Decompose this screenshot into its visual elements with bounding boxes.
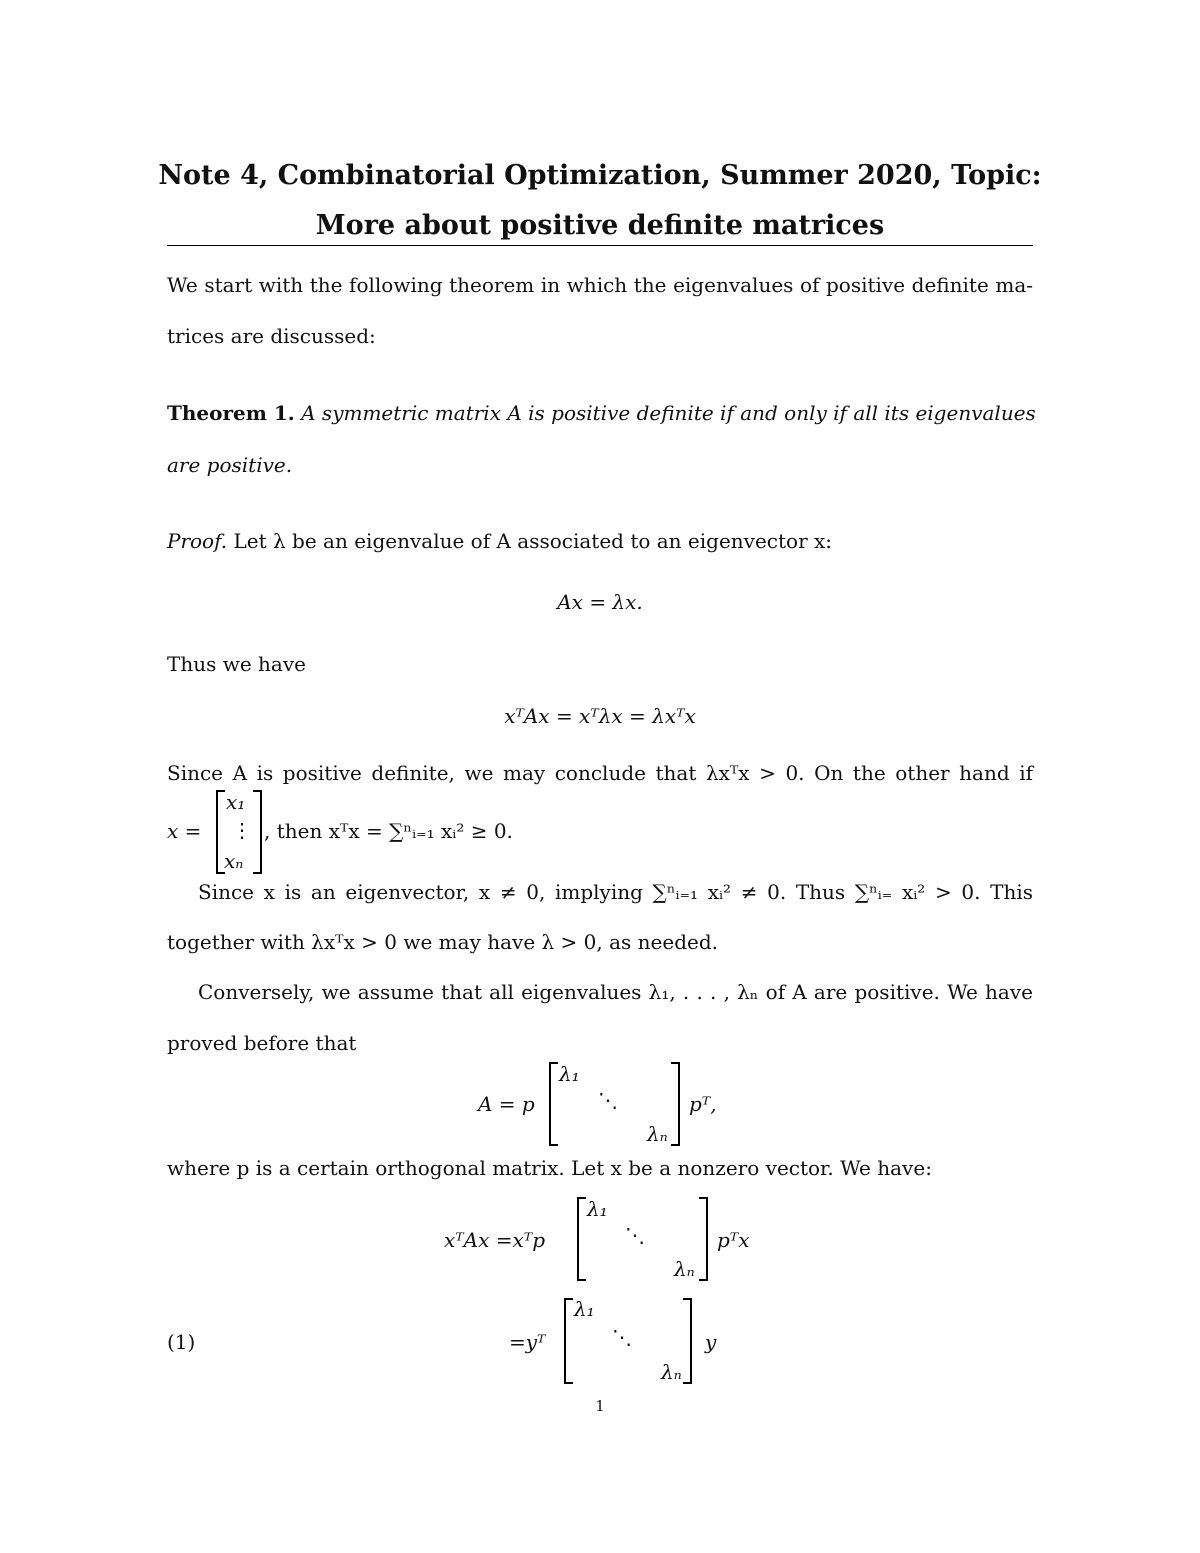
diag-middle-dots: ⋱ bbox=[598, 1088, 618, 1112]
eqC-diag-bottom: λₙ bbox=[661, 1360, 682, 1384]
diag-left-bracket bbox=[549, 1062, 558, 1146]
intro-line-1: We start with the following theorem in which the eigenvalues of positive definite ma- bbox=[167, 273, 1033, 297]
diag-top-entry: λ₁ bbox=[559, 1062, 580, 1086]
page-number: 1 bbox=[595, 1397, 605, 1415]
eqB-right-bracket bbox=[699, 1197, 708, 1281]
since-line-2: Since x is an eigenvector, x ≠ 0, implying ∑ⁿᵢ₌₁ xᵢ² ≠ 0. Thus ∑ⁿᵢ₌ xᵢ² > 0. This bbox=[198, 880, 1033, 904]
where-line: where p is a certain orthogonal matrix. Let x be a nonzero vector. We have: bbox=[167, 1156, 932, 1180]
eqC-diag-dots: ⋱ bbox=[612, 1325, 632, 1349]
conversely-line: Conversely, we assume that all eigenvalues λ₁, . . . , λₙ of A are positive. We have bbox=[198, 980, 1033, 1004]
title-line-1: Note 4, Combinatorial Optimization, Summer 2020, Topic: bbox=[158, 160, 1042, 191]
eqB-diag-top: λ₁ bbox=[587, 1197, 608, 1221]
diag-eq-left: A = p bbox=[478, 1092, 535, 1116]
diag-right-bracket bbox=[671, 1062, 680, 1146]
theorem-line-1 bbox=[167, 401, 1036, 425]
vector-entry-dots: ⋮ bbox=[232, 818, 252, 842]
theorem-line-2: are positive. bbox=[167, 453, 293, 477]
vector-x-prefix: x = bbox=[167, 819, 202, 843]
title-rule bbox=[167, 245, 1033, 246]
diag-eq-right: pᵀ, bbox=[689, 1092, 717, 1116]
eqC-diag-top: λ₁ bbox=[574, 1297, 595, 1321]
since-line-1: Since A is positive definite, we may conclude that λxᵀx > 0. On the other hand if bbox=[167, 761, 1033, 785]
vector-right-bracket bbox=[253, 790, 262, 874]
thus-line: Thus we have bbox=[167, 652, 306, 676]
together-line: together with λxᵀx > 0 we may have λ > 0, as needed. bbox=[167, 930, 719, 954]
equation-ax: Ax = λx. bbox=[557, 590, 643, 614]
title-line-2: More about positive definite matrices bbox=[315, 210, 885, 241]
diag-bottom-entry: λₙ bbox=[647, 1122, 668, 1146]
eqB-right: pᵀx bbox=[717, 1228, 750, 1252]
eqC-left-bracket bbox=[564, 1298, 573, 1384]
theorem-label: Theorem 1. bbox=[167, 401, 295, 425]
eqB-left-bracket bbox=[577, 1197, 586, 1281]
eqB-left: xᵀAx =xᵀp bbox=[444, 1228, 545, 1252]
intro-line-2: trices are discussed: bbox=[167, 324, 376, 348]
proof-line-1 bbox=[167, 529, 832, 553]
equation-number: (1) bbox=[167, 1330, 196, 1354]
eqC-right: y bbox=[705, 1330, 717, 1354]
equation-quadratic: xᵀAx = xᵀλx = λxᵀx bbox=[504, 704, 696, 728]
vector-entry-top: x₁ bbox=[226, 790, 246, 814]
theorem-text: A symmetric matrix A is positive definite if and only if all its eigenvalues bbox=[301, 401, 1036, 425]
vector-suffix: , then xᵀx = ∑ⁿᵢ₌₁ xᵢ² ≥ 0. bbox=[264, 819, 513, 843]
proved-line: proved before that bbox=[167, 1031, 357, 1055]
proof-label: Proof. bbox=[167, 529, 228, 553]
vector-entry-bottom: xₙ bbox=[224, 849, 244, 873]
proof-text: Let λ be an eigenvalue of A associated to an eigenvector x: bbox=[233, 529, 833, 553]
eqC-right-bracket bbox=[683, 1298, 692, 1384]
eqB-diag-dots: ⋱ bbox=[625, 1223, 645, 1247]
eqB-diag-bottom: λₙ bbox=[674, 1257, 695, 1281]
eqC-left: =yᵀ bbox=[509, 1330, 546, 1354]
